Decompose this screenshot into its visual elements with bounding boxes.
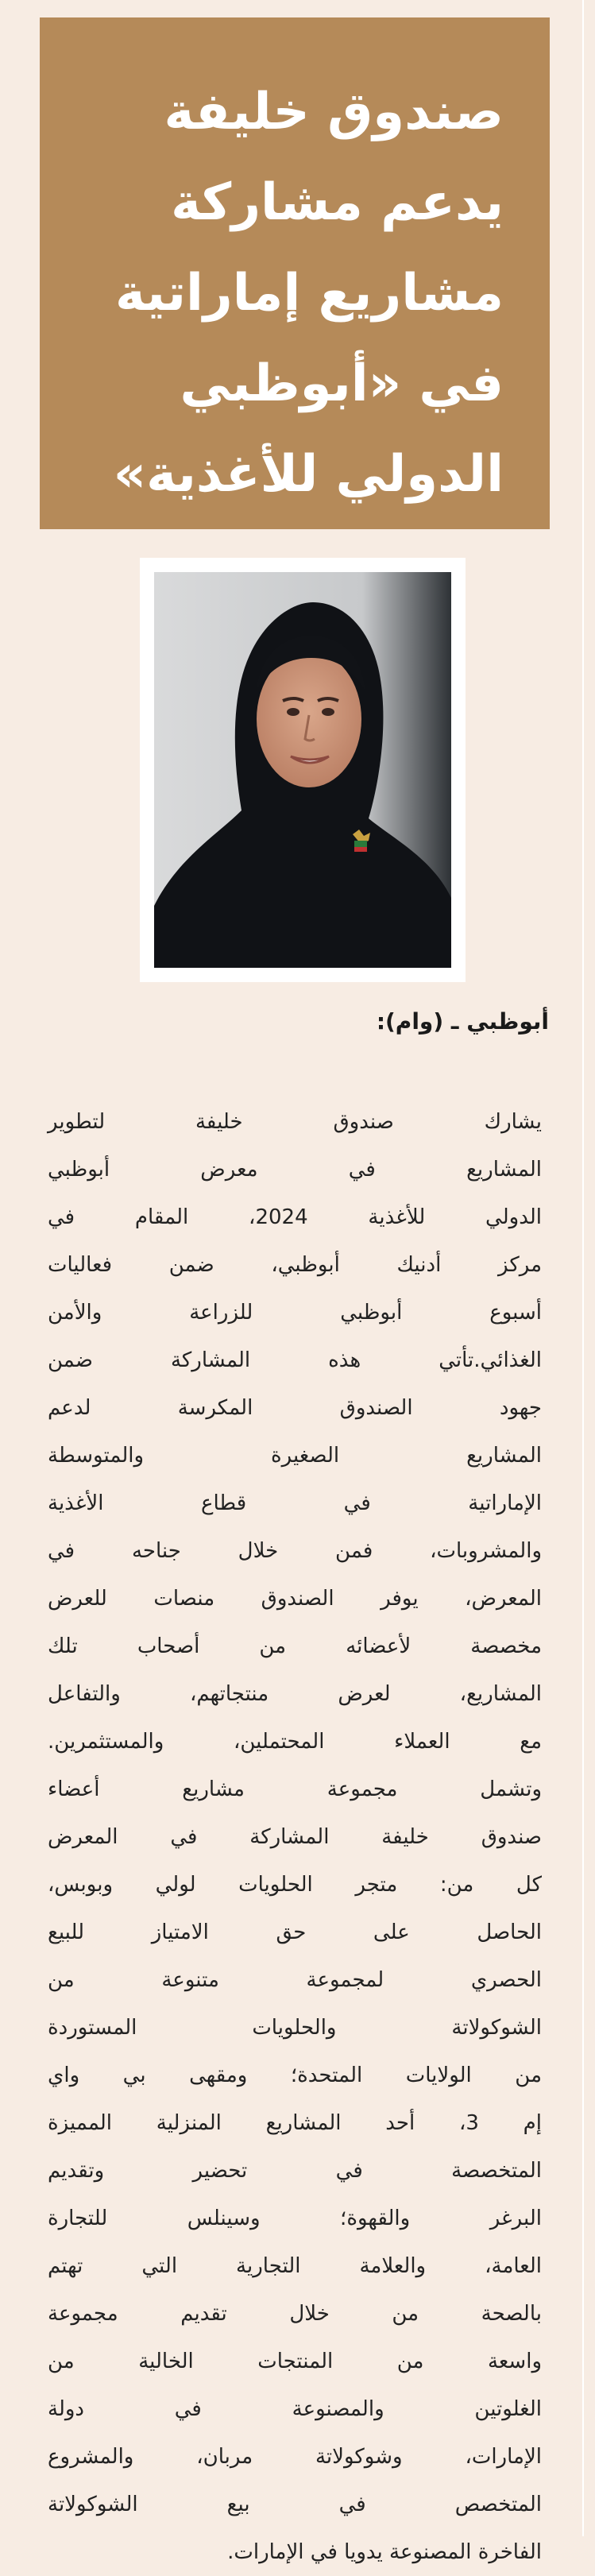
body-line: المشاريع في معرض أبوظبي bbox=[48, 1158, 542, 1182]
column-rule bbox=[582, 0, 584, 2536]
dateline: أبوظبي ـ (وام): bbox=[376, 1008, 549, 1035]
body-line: كل من: متجر الحلويات لولي وبوبس، bbox=[48, 1873, 542, 1897]
body-line: الحصري لمجموعة متنوعة من bbox=[48, 1968, 542, 1992]
body-line: مع العملاء المحتملين، والمستثمرين. bbox=[48, 1730, 542, 1754]
headline-line: صندوق خليفة bbox=[164, 83, 504, 141]
body-line: وتشمل مجموعة مشاريع أعضاء bbox=[48, 1777, 542, 1801]
headline-line: في «أبوظبي bbox=[180, 354, 504, 413]
body-line: المشاريع الصغيرة والمتوسطة bbox=[48, 1444, 542, 1468]
portrait-photo-frame bbox=[140, 558, 466, 982]
body-line: الإمارات، وشوكولاتة مربان، والمشروع bbox=[48, 2445, 542, 2469]
body-line: بالصحة من خلال تقديم مجموعة bbox=[48, 2302, 542, 2326]
headline-line: مشاريع إماراتية bbox=[115, 264, 504, 323]
body-line: يشارك صندوق خليفة لتطوير bbox=[48, 1110, 542, 1134]
article-body bbox=[48, 1098, 542, 2576]
body-line: والمشروبات، فمن خلال جناحه في bbox=[48, 1539, 542, 1563]
headline-line: الدولي للأغذية» bbox=[113, 445, 504, 504]
body-line: إم 3، أحد المشاريع المنزلية المميزة bbox=[48, 2111, 542, 2135]
portrait-photo bbox=[154, 572, 451, 968]
body-line: الشوكولاتة والحلويات المستوردة bbox=[48, 2016, 542, 2040]
body-line: الغذائي.تأتي هذه المشاركة ضمن bbox=[48, 1348, 542, 1372]
body-line: البرغر والقهوة؛ وسينلس للتجارة bbox=[48, 2207, 542, 2230]
body-line: من الولايات المتحدة؛ ومقهى بي واي bbox=[48, 2064, 542, 2087]
body-line: المشاريع، لعرض منتجاتهم، والتفاعل bbox=[48, 1682, 542, 1706]
body-line: مخصصة لأعضائه من أصحاب تلك bbox=[48, 1634, 542, 1658]
headline-line: يدعم مشاركة bbox=[171, 173, 504, 232]
body-line: العامة، والعلامة التجارية التي تهتم bbox=[48, 2254, 542, 2278]
body-line: المتخصصة في تحضير وتقديم bbox=[48, 2159, 542, 2183]
headline bbox=[64, 67, 504, 520]
body-line: الفاخرة المصنوعة يدويا في الإمارات. bbox=[227, 2540, 542, 2564]
body-line: الغلوتين والمصنوعة في دولة bbox=[48, 2397, 542, 2421]
body-line: واسعة من المنتجات الخالية من bbox=[48, 2350, 542, 2373]
body-line: الحاصل على حق الامتياز للبيع bbox=[48, 1920, 542, 1944]
body-line: جهود الصندوق المكرسة لدعم bbox=[48, 1396, 542, 1420]
body-line: الدولي للأغذية 2024، المقام في bbox=[48, 1205, 542, 1229]
body-line: أسبوع أبوظبي للزراعة والأمن bbox=[48, 1301, 542, 1325]
body-line: الإماراتية في قطاع الأغذية bbox=[48, 1491, 542, 1515]
headline-box bbox=[40, 17, 550, 529]
body-line: صندوق خليفة المشاركة في المعرض bbox=[48, 1825, 542, 1849]
body-line: المتخصص في بيع الشوكولاتة bbox=[48, 2493, 542, 2516]
body-line: المعرض، يوفر الصندوق منصات للعرض bbox=[48, 1587, 542, 1611]
body-line: مركز أدنيك أبوظبي، ضمن فعاليات bbox=[48, 1253, 542, 1277]
